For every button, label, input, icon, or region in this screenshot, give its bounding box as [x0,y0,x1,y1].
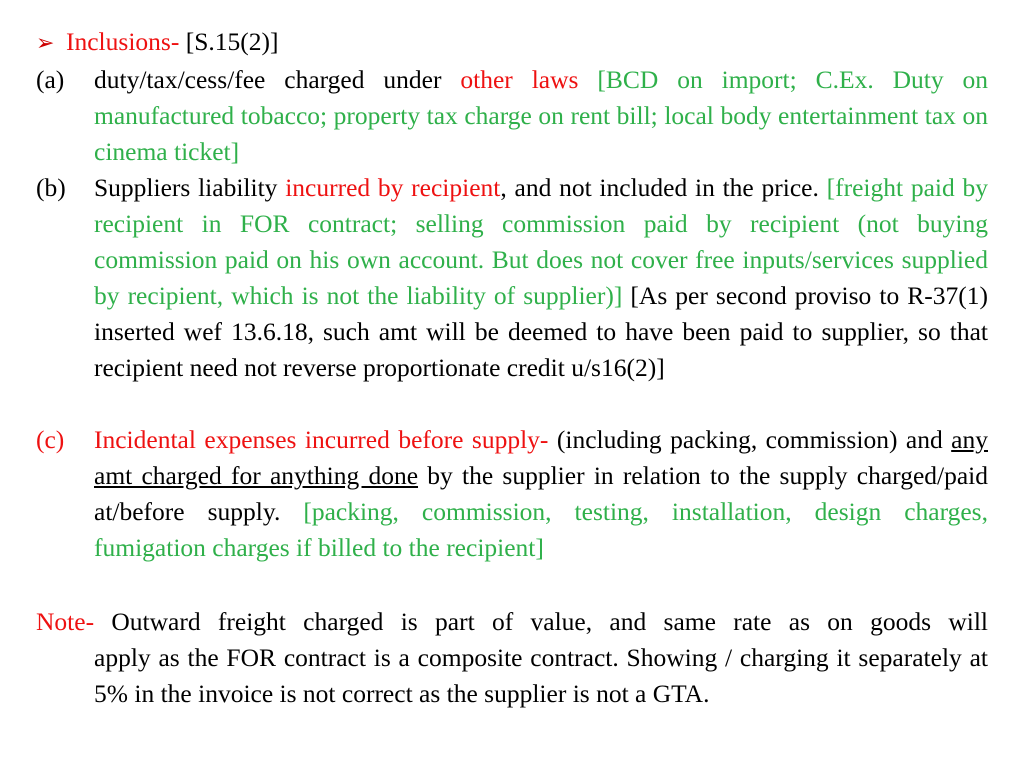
note [36,604,988,712]
item-text-plain: Suppliers liability [94,173,286,202]
item-text-example: [freight paid by recipient in FOR contract; selling commission paid by recipient (not buying commission paid on his own account. But does not cover free inputs/services supplied by recipient, which is not the liability of supplier)] [94,173,988,310]
item-text-highlight: Incidental expenses incurred before supply- [94,425,549,454]
arrow-bullet-icon: ➢ [36,30,55,55]
inclusion-item-a [36,62,988,170]
note-label: Note- [36,607,95,636]
item-text-plain: , and not included in the price. [500,173,827,202]
item-text [94,422,988,566]
item-label: (a) [36,65,65,94]
item-text-example: [BCD on import; C.Ex. Duty on manufactured tobacco; property tax charge on rent bill; local body entertainment tax on cinema ticket] [94,65,989,166]
note-text-line-1: Outward freight charged is part of value, and same rate as on goods will [111,607,989,636]
item-text-highlight: other laws [460,65,579,94]
item-text [94,170,988,386]
item-text-underlined: any amt charged for anything done [94,425,988,490]
note-text-rest: apply as the FOR contract is a composite contract. Showing / charging it separately at 5% in the invoice is not correct as the supplier is not a GTA. [94,643,988,708]
note-first-line [36,604,988,640]
item-text-plain: duty/tax/cess/fee charged under [94,65,461,94]
section-reference: [S.15(2)] [185,27,279,56]
item-text-proviso: [As per second proviso to R-37(1) inserted wef 13.6.18, such amt will be deemed to have been paid to supplier, so that recipient need not reverse proportionate credit u/s16(2)] [94,281,988,382]
item-text-plain: (including packing, commission) and [548,425,952,454]
heading-label: Inclusions- [66,27,180,56]
item-text-highlight: incurred by recipient [285,173,501,202]
inclusion-item-b [36,170,988,386]
item-text-plain: by the supplier in relation to the supply charged/paid at/before supply. [94,461,988,526]
item-text-example: [packing, commission, testing, installation, design charges, fumigation charges if billed to the recipient] [94,497,988,562]
item-label: (c) [36,425,65,454]
item-label: (b) [36,173,66,202]
heading [36,24,278,61]
item-text [94,62,988,170]
inclusion-item-c [36,422,988,566]
